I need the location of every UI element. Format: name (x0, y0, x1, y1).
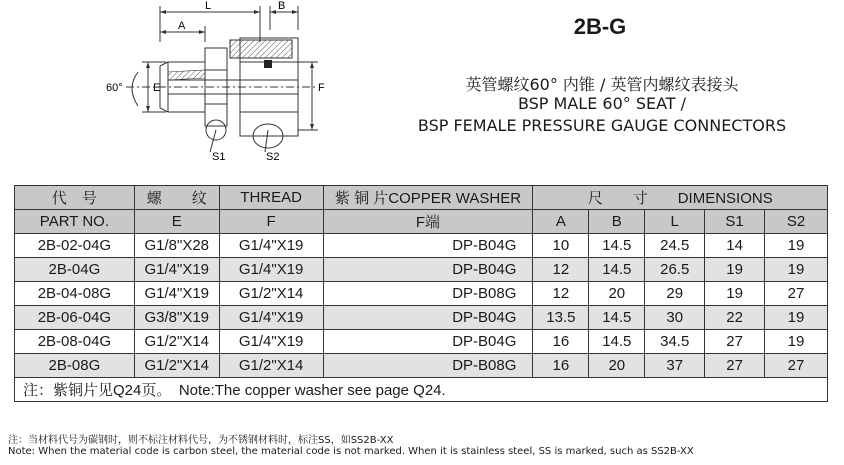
cell-e: G1/4"X19 (134, 282, 219, 306)
cell-a: 16 (533, 330, 589, 354)
cell-s2: 19 (765, 330, 828, 354)
header-washer-en: COPPER WASHER (388, 190, 522, 207)
table-row (15, 234, 828, 258)
angle-label: 60° (106, 82, 123, 94)
cell-f: G1/4"X19 (219, 306, 323, 330)
table-row (15, 258, 828, 282)
dim-l-label: L (205, 0, 212, 12)
dim-f-label: F (318, 82, 325, 94)
header-dims-en: DIMENSIONS (677, 190, 773, 207)
header-washer-cn: 紫 铜 片 (334, 190, 389, 207)
table-note: 注：紫铜片见Q24页。 Note:The copper washer see page Q24. (15, 378, 828, 402)
header-a: A (533, 210, 589, 234)
cell-l: 26.5 (645, 258, 705, 282)
table-note-row (15, 378, 828, 402)
footer-note-cn: 注：当材料代号为碳钢时，则不标注材料代号，为不锈钢材料时，标注SS，如SS2B-XX (8, 435, 394, 446)
header-dimensions (533, 186, 828, 210)
cell-l: 29 (645, 282, 705, 306)
cell-f: G1/4"X19 (219, 330, 323, 354)
cell-s1: 14 (705, 234, 765, 258)
cell-a: 13.5 (533, 306, 589, 330)
cell-s2: 27 (765, 282, 828, 306)
cell-s1: 19 (705, 282, 765, 306)
cell-part: 2B-04-08G (15, 282, 135, 306)
dim-e-label: E (153, 82, 161, 94)
cell-part: 2B-08-04G (15, 330, 135, 354)
spec-table (14, 185, 828, 402)
cell-l: 34.5 (645, 330, 705, 354)
cell-f: G1/4"X19 (219, 258, 323, 282)
cell-s2: 19 (765, 234, 828, 258)
header-b: B (589, 210, 645, 234)
header-part-en: PART NO. (15, 210, 135, 234)
cell-washer: DP-B04G (323, 258, 533, 282)
header-washer (323, 186, 533, 210)
header-f-end: F端 (323, 210, 533, 234)
header-e: E (134, 210, 219, 234)
cell-b: 14.5 (589, 234, 645, 258)
cell-f: G1/4"X19 (219, 234, 323, 258)
product-title: 2B-G (573, 14, 627, 39)
header-thread-en: THREAD (219, 186, 323, 210)
cell-l: 30 (645, 306, 705, 330)
cell-f: G1/2"X14 (219, 354, 323, 378)
cell-a: 12 (533, 282, 589, 306)
cell-b: 20 (589, 282, 645, 306)
cell-s2: 27 (765, 354, 828, 378)
cell-b: 14.5 (589, 306, 645, 330)
cell-e: G1/2"X14 (134, 354, 219, 378)
cell-e: G1/2"X14 (134, 330, 219, 354)
table-header-row-2 (15, 210, 828, 234)
cell-s2: 19 (765, 258, 828, 282)
cell-b: 14.5 (589, 330, 645, 354)
cell-s1: 27 (705, 354, 765, 378)
table-row (15, 306, 828, 330)
fitting-drawing (0, 0, 340, 175)
cell-l: 24.5 (645, 234, 705, 258)
dim-b-label: B (278, 0, 286, 12)
cell-b: 20 (589, 354, 645, 378)
cell-s2: 19 (765, 306, 828, 330)
table-row (15, 282, 828, 306)
header-l: L (645, 210, 705, 234)
cell-s1: 19 (705, 258, 765, 282)
cell-part: 2B-06-04G (15, 306, 135, 330)
cell-washer: DP-B08G (323, 354, 533, 378)
s1-label: S1 (212, 151, 226, 163)
cell-part: 2B-02-04G (15, 234, 135, 258)
s2-label: S2 (266, 151, 280, 163)
cell-f: G1/2"X14 (219, 282, 323, 306)
subtitle-chinese: 英管螺纹60° 内锥 / 英管内螺纹表接头 (465, 75, 739, 94)
cell-washer: DP-B04G (323, 306, 533, 330)
cell-e: G3/8"X19 (134, 306, 219, 330)
cell-washer: DP-B04G (323, 234, 533, 258)
cell-a: 10 (533, 234, 589, 258)
cell-e: G1/8"X28 (134, 234, 219, 258)
cell-washer: DP-B04G (323, 330, 533, 354)
cell-a: 16 (533, 354, 589, 378)
cell-e: G1/4"X19 (134, 258, 219, 282)
cell-s1: 22 (705, 306, 765, 330)
cell-l: 37 (645, 354, 705, 378)
subtitle-english-1: BSP MALE 60° SEAT / (517, 94, 687, 113)
table-row (15, 354, 828, 378)
cell-s1: 27 (705, 330, 765, 354)
header-dims-cn: 尺 寸 (587, 190, 648, 207)
footer-note-en: Note: When the material code is carbon steel, the material code is not marked. When it is stainless steel, SS is marked, such as SS2B-XX (8, 446, 694, 457)
cell-b: 14.5 (589, 258, 645, 282)
table-row (15, 330, 828, 354)
cell-part: 2B-08G (15, 354, 135, 378)
header-f: F (219, 210, 323, 234)
cell-washer: DP-B08G (323, 282, 533, 306)
header-part-cn: 代 号 (15, 186, 135, 210)
cell-a: 12 (533, 258, 589, 282)
header-s1: S1 (705, 210, 765, 234)
subtitle-english-2: BSP FEMALE PRESSURE GAUGE CONNECTORS (417, 116, 787, 135)
header-thread-cn: 螺 纹 (134, 186, 219, 210)
table-header-row-1 (15, 186, 828, 210)
cell-part: 2B-04G (15, 258, 135, 282)
dim-a-label: A (178, 20, 186, 32)
header-s2: S2 (765, 210, 828, 234)
